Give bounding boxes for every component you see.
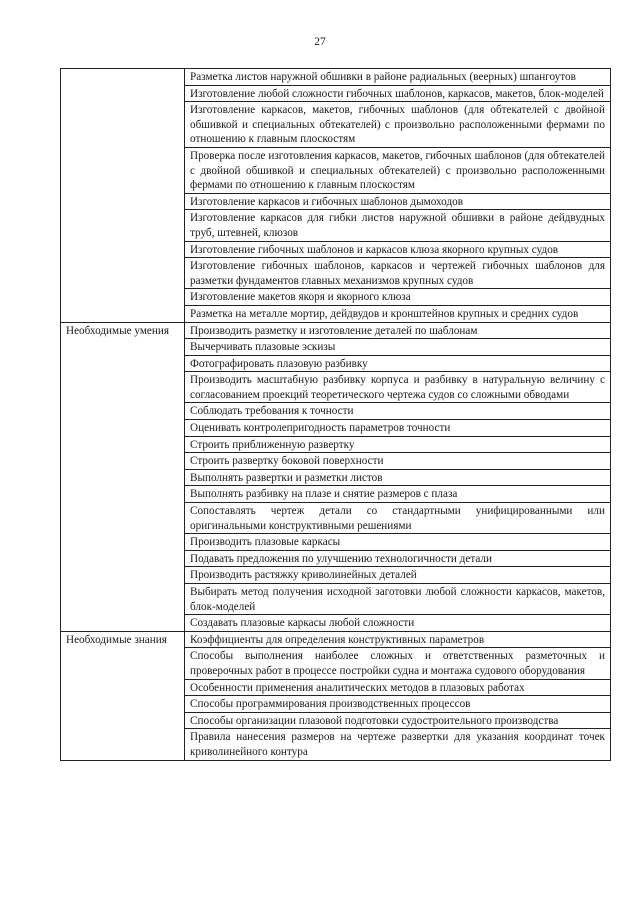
table-cell-item: Строить приближенную развертку xyxy=(185,436,611,453)
table-cell-item: Оценивать контролепригодность параметров точности xyxy=(185,420,611,437)
table-cell-item: Выполнять разбивку на плазе и снятие размеров с плаза xyxy=(185,486,611,503)
table-cell-item: Изготовление каркасов для гибки листов наружной обшивки в районе дейдвудных труб, штевней, клюзов xyxy=(185,210,611,241)
competency-table xyxy=(60,68,611,761)
table-cell-item: Изготовление каркасов, макетов, гибочных шаблонов (для обтекателей с двойной обшивкой и специальных обтекателей) с произвольно расположенными фермами по отношению к главным плоскостям xyxy=(185,102,611,148)
page-number: 27 xyxy=(314,36,326,48)
section-label: Необходимые умения xyxy=(61,322,185,631)
table-cell-item: Изготовление гибочных шаблонов, каркасов и чертежей гибочных шаблонов для разметки фундаментов главных механизмов крупных судов xyxy=(185,258,611,289)
table-cell-item: Изготовление любой сложности гибочных шаблонов, каркасов, макетов, блок-моделей xyxy=(185,85,611,102)
table-cell-item: Особенности применения аналитических методов в плазовых работах xyxy=(185,679,611,696)
section-label xyxy=(61,69,185,323)
table-cell-item: Коэффициенты для определения конструктивных параметров xyxy=(185,631,611,648)
table-cell-item: Проверка после изготовления каркасов, макетов, гибочных шаблонов (для обтекателей с двойной обшивкой и специальных обтекателей) с произвольно расположенными фермами по отношению к главным плоскостям xyxy=(185,147,611,193)
table-row xyxy=(61,631,611,648)
table-cell-item: Производить плазовые каркасы xyxy=(185,534,611,551)
table-cell-item: Создавать плазовые каркасы любой сложности xyxy=(185,615,611,632)
table-cell-item: Способы организации плазовой подготовки судостроительного производства xyxy=(185,712,611,729)
table-row xyxy=(61,322,611,339)
table-cell-item: Изготовление гибочных шаблонов и каркасов клюза якорного крупных судов xyxy=(185,241,611,258)
table-cell-item: Правила нанесения размеров на чертеже развертки для указания координат точек криволинейного контура xyxy=(185,729,611,760)
section-label: Необходимые знания xyxy=(61,631,185,760)
table-cell-item: Выбирать метод получения исходной заготовки любой сложности каркасов, макетов, блок-моделей xyxy=(185,584,611,615)
table-cell-item: Фотографировать плазовую разбивку xyxy=(185,355,611,372)
table-cell-item: Способы программирования производственных процессов xyxy=(185,696,611,713)
table-cell-item: Подавать предложения по улучшению технологичности детали xyxy=(185,550,611,567)
table-cell-item: Способы выполнения наиболее сложных и ответственных разметочных и проверочных работ в процессе постройки судна и монтажа судового оборудования xyxy=(185,648,611,679)
table-row xyxy=(61,69,611,86)
table-cell-item: Сопоставлять чертеж детали со стандартными унифицированными или оригинальными конструктивными решениями xyxy=(185,503,611,534)
table-cell-item: Изготовление каркасов и гибочных шаблонов дымоходов xyxy=(185,193,611,210)
table-cell-item: Строить развертку боковой поверхности xyxy=(185,453,611,470)
table-cell-item: Производить масштабную разбивку корпуса и разбивку в натуральную величину с согласованием проекций теоретического чертежа судов со сложными обводами xyxy=(185,372,611,403)
table-body xyxy=(61,69,611,761)
table-cell-item: Соблюдать требования к точности xyxy=(185,403,611,420)
table-cell-item: Изготовление макетов якоря и якорного клюза xyxy=(185,289,611,306)
table-cell-item: Разметка на металле мортир, дейдвудов и кронштейнов крупных и средних судов xyxy=(185,305,611,322)
table-cell-item: Производить растяжку криволинейных деталей xyxy=(185,567,611,584)
table-cell-item: Разметка листов наружной обшивки в районе радиальных (веерных) шпангоутов xyxy=(185,69,611,86)
table-cell-item: Выполнять развертки и разметки листов xyxy=(185,469,611,486)
table-cell-item: Производить разметку и изготовление деталей по шаблонам xyxy=(185,322,611,339)
table-cell-item: Вычерчивать плазовые эскизы xyxy=(185,339,611,356)
